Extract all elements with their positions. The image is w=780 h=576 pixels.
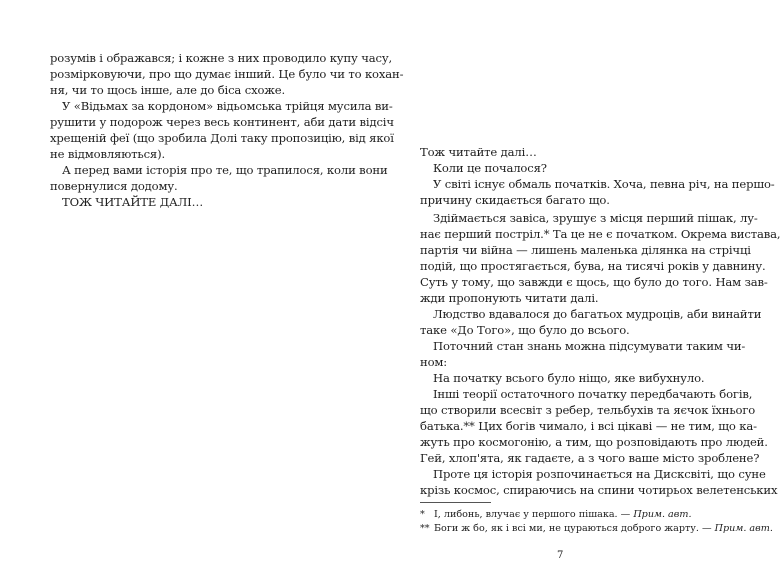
text-line: Гей, хлоп'ята, як гадаєте, а з чого ваше місто зроблене? (420, 451, 760, 465)
text-line: жуть про космогонію, а тим, що розповідають про людей. (420, 435, 768, 449)
footnote-text: Боги ж бо, як і всі ми, не цураються доброго жарту. — (434, 523, 712, 534)
footnote-mark: * (420, 509, 425, 520)
text-line: Людство вдавалося до багатьох мудроців, аби винайти (433, 307, 762, 321)
right-page (375, 0, 780, 576)
text-line: ня, чи то щось інше, але до біса схоже. (50, 83, 286, 97)
text-line: Суть у тому, що завжди є щось, що було до того. Нам зав- (420, 275, 768, 289)
text-line: жди пропонують читати далі. (420, 291, 599, 305)
text-line: причину скидається багато що. (420, 193, 610, 207)
text-line: Здіймається завіса, зрушує з місця перший пішак, лу- (433, 211, 758, 225)
text-line: Поточний стан знань можна підсумувати таким чи- (433, 339, 746, 353)
footnote-note: Прим. авт. (633, 509, 692, 520)
text-line: розумів і ображався; і кожне з них проводило купу часу, (50, 51, 393, 65)
footnote-note: Прим. авт. (714, 523, 773, 534)
footnote-mark: ** (420, 523, 430, 534)
text-line: Інші теорії остаточного початку передбачають богів, (433, 387, 753, 401)
text-line: нає перший постріл.* Та це не є початком. Окрема вистава, (420, 227, 780, 241)
text-line: Тож читайте далі… (420, 145, 537, 159)
footnote-1 (420, 508, 692, 521)
page-number: 7 (557, 550, 564, 561)
footnote-2 (420, 522, 773, 535)
text-line: партія чи війна — лишень маленька ділянка на стрічці (420, 243, 751, 257)
text-line: не відмовляються). (50, 147, 165, 161)
text-line: А перед вами історія про те, що трапилося, коли вони (62, 163, 388, 177)
text-line: На початку всього було ніщо, яке вибухнуло. (433, 371, 705, 385)
text-line: У світі існує обмаль початків. Хоча, певна річ, на першо- (433, 177, 775, 191)
text-line: що створили всесвіт з ребер, тельбухів та яєчок їхнього (420, 403, 756, 417)
footnote-rule (420, 502, 491, 503)
text-line: хрещеній феї (що зробила Долі таку пропозицію, від якої (50, 131, 394, 145)
text-line: рушити у подорож через весь континент, аби дати відсіч (50, 115, 394, 129)
text-line: ТОЖ ЧИТАЙТЕ ДАЛІ… (62, 195, 204, 209)
text-line: подій, що простягається, бува, на тисячі років у давнину. (420, 259, 766, 273)
footnote-text: І, либонь, влучає у першого пішака. — (434, 509, 631, 520)
text-line: крізь космос, спираючись на спини чотирьох велетенських (420, 483, 778, 497)
text-line: таке «До Того», що було до всього. (420, 323, 630, 337)
text-line: повернулися додому. (50, 179, 178, 193)
text-line: батька.** Цих богів чимало, і всі цікаві — не тим, що ка- (420, 419, 757, 433)
text-line: ном: (420, 355, 448, 369)
text-line: Коли це почалося? (433, 161, 547, 175)
text-line: Проте ця історія розпочинається на Дисксвіті, що суне (433, 467, 766, 481)
text-line: У «Відьмах за кордоном» відьомська трійця мусила ви- (62, 99, 393, 113)
text-line: розмірковуючи, про що думає інший. Це було чи то кохан- (50, 67, 404, 81)
